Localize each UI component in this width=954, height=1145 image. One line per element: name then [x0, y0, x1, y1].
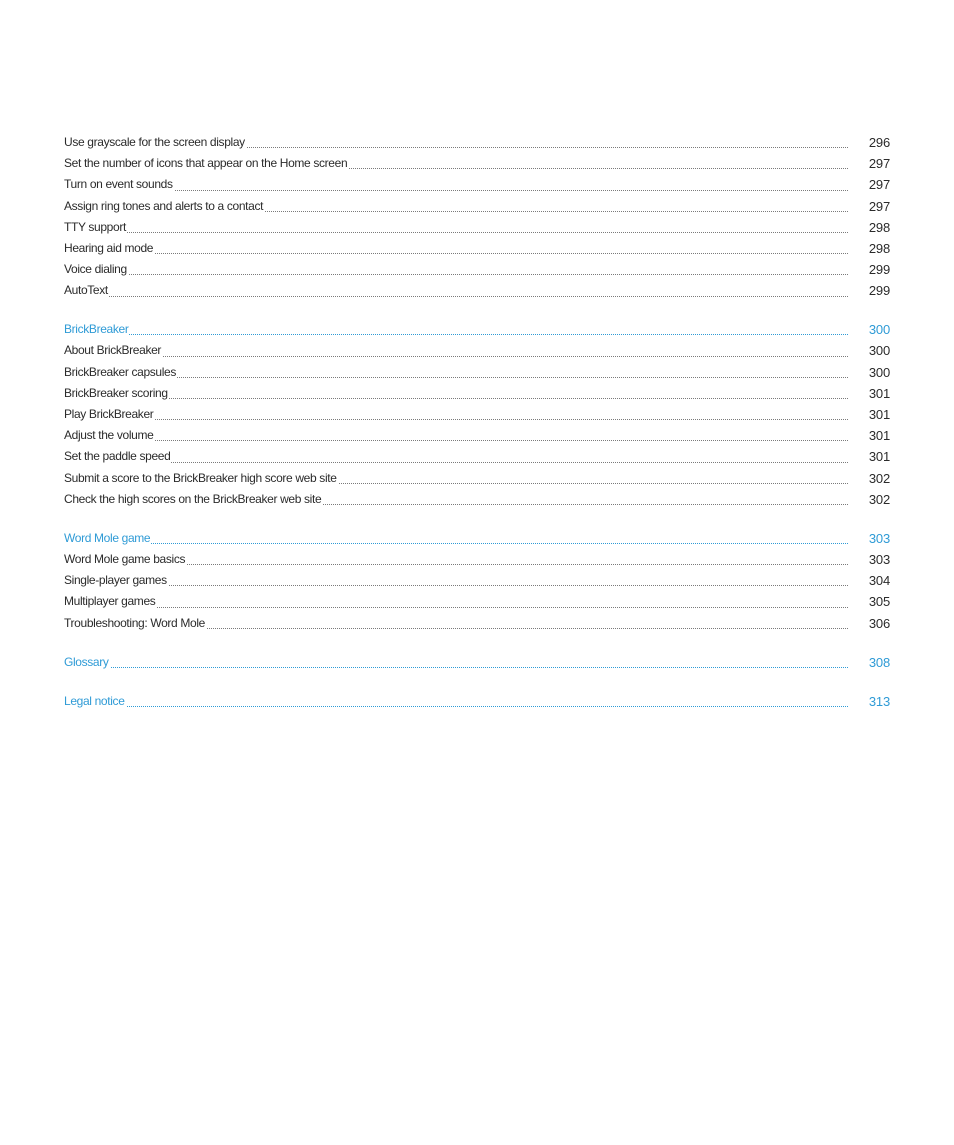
toc-entry-page-number[interactable]: 297 — [868, 198, 890, 214]
toc-entry-page-number[interactable]: 300 — [868, 322, 890, 338]
toc-entry[interactable] — [64, 425, 890, 446]
dot-leader — [64, 334, 848, 335]
toc-entry-title[interactable]: Submit a score to the BrickBreaker high score web site — [64, 470, 337, 485]
toc-entry-page-number[interactable]: 301 — [868, 385, 890, 401]
toc-entry-title[interactable]: TTY support — [64, 219, 126, 234]
toc-entry-title-container — [64, 238, 850, 259]
dot-leader — [64, 543, 848, 544]
toc-entry-title[interactable]: Check the high scores on the BrickBreaker web site — [64, 491, 322, 506]
toc-entry-title-container — [64, 691, 850, 712]
toc-entry-title[interactable]: Word Mole game — [64, 530, 151, 545]
toc-entry-title-container — [64, 280, 850, 301]
dot-leader — [64, 190, 848, 191]
toc-entry-title-container — [64, 153, 850, 174]
toc-entry-title-container — [64, 217, 850, 238]
toc-entry-page-number[interactable]: 300 — [868, 343, 890, 359]
dot-leader — [64, 356, 848, 357]
toc-entry-title[interactable]: Legal notice — [64, 693, 125, 708]
toc-entry-title-container — [64, 570, 850, 591]
toc-entry-page-number[interactable]: 296 — [868, 135, 890, 150]
toc-entry[interactable] — [64, 591, 890, 612]
toc-entry-title[interactable]: Hearing aid mode — [64, 240, 154, 255]
toc-entry-page-number[interactable]: 300 — [868, 364, 890, 380]
toc-entry-page-number[interactable]: 299 — [868, 283, 890, 299]
toc-entry-title[interactable]: Glossary — [64, 654, 109, 669]
toc-entry-page-number[interactable]: 299 — [868, 262, 890, 278]
toc-entry-title-container — [64, 196, 850, 217]
toc-entry[interactable] — [64, 132, 890, 153]
toc-entry-title-container — [64, 549, 850, 570]
toc-entry-title[interactable]: Adjust the volume — [64, 428, 154, 443]
toc-entry-title[interactable]: Play BrickBreaker — [64, 407, 154, 422]
toc-entry-title-container — [64, 259, 850, 280]
toc-entry-title[interactable]: Set the number of icons that appear on the Home screen — [64, 156, 348, 171]
toc-entry[interactable] — [64, 446, 890, 467]
toc-entry[interactable] — [64, 613, 890, 634]
toc-section-entry[interactable] — [64, 691, 890, 712]
toc-entry-title-container — [64, 425, 850, 446]
toc-entry-page-number[interactable]: 304 — [868, 573, 890, 589]
toc-entry[interactable] — [64, 280, 890, 301]
dot-leader — [64, 607, 848, 608]
toc-entry-title-container — [64, 528, 850, 549]
toc-entry-title[interactable]: Voice dialing — [64, 262, 127, 277]
toc-entry[interactable] — [64, 404, 890, 425]
toc-entry-title-container — [64, 319, 850, 340]
table-of-contents — [64, 132, 890, 712]
toc-entry-page-number[interactable]: 303 — [868, 530, 890, 546]
toc-entry-title-container — [64, 468, 850, 489]
toc-entry-title-container — [64, 652, 850, 673]
toc-entry-page-number[interactable]: 297 — [868, 177, 890, 193]
toc-entry[interactable] — [64, 570, 890, 591]
toc-entry-title[interactable]: Turn on event sounds — [64, 177, 173, 192]
dot-leader — [64, 296, 848, 297]
toc-entry-page-number[interactable]: 301 — [868, 449, 890, 465]
toc-entry-page-number[interactable]: 306 — [868, 615, 890, 631]
toc-section-entry[interactable] — [64, 652, 890, 673]
toc-entry[interactable] — [64, 259, 890, 280]
toc-entry-title[interactable]: Assign ring tones and alerts to a contact — [64, 198, 264, 213]
toc-entry-page-number[interactable]: 308 — [868, 654, 890, 670]
toc-entry-title-container — [64, 132, 850, 153]
toc-entry-page-number[interactable]: 297 — [868, 156, 890, 172]
dot-leader — [64, 462, 848, 463]
dot-leader — [64, 398, 848, 399]
dot-leader — [64, 377, 848, 378]
toc-entry-title[interactable]: BrickBreaker scoring — [64, 385, 168, 400]
toc-entry-title-container — [64, 591, 850, 612]
toc-entry-title[interactable]: Troubleshooting: Word Mole — [64, 615, 205, 630]
toc-entry-title[interactable]: Single-player games — [64, 573, 167, 588]
dot-leader — [64, 253, 848, 254]
toc-entry-title[interactable]: Use grayscale for the screen display — [64, 135, 245, 149]
toc-entry-title[interactable]: About BrickBreaker — [64, 343, 162, 358]
toc-entry-page-number[interactable]: 302 — [868, 470, 890, 486]
toc-entry-page-number[interactable]: 302 — [868, 491, 890, 507]
toc-entry-title[interactable]: Multiplayer games — [64, 594, 156, 609]
toc-entry[interactable] — [64, 468, 890, 489]
toc-entry-title[interactable]: Word Mole game basics — [64, 551, 186, 566]
dot-leader — [64, 706, 848, 707]
toc-entry-title-container — [64, 362, 850, 383]
toc-entry[interactable] — [64, 153, 890, 174]
dot-leader — [64, 585, 848, 586]
toc-entry[interactable] — [64, 383, 890, 404]
toc-entry-title[interactable]: Set the paddle speed — [64, 449, 171, 464]
toc-entry[interactable] — [64, 489, 890, 510]
toc-section-entry[interactable] — [64, 319, 890, 340]
toc-entry-page-number[interactable]: 301 — [868, 407, 890, 423]
toc-entry[interactable] — [64, 196, 890, 217]
toc-entry-page-number[interactable]: 301 — [868, 428, 890, 444]
toc-entry-title[interactable]: BrickBreaker capsules — [64, 364, 177, 379]
toc-entry[interactable] — [64, 238, 890, 259]
toc-entry-title-container — [64, 489, 850, 510]
toc-entry-title-container — [64, 383, 850, 404]
toc-entry-title[interactable]: AutoText — [64, 283, 108, 298]
dot-leader — [64, 419, 848, 420]
toc-entry[interactable] — [64, 217, 890, 238]
toc-entry-page-number[interactable]: 305 — [868, 594, 890, 610]
dot-leader — [64, 274, 848, 275]
toc-entry[interactable] — [64, 340, 890, 361]
toc-entry[interactable] — [64, 549, 890, 570]
toc-entry-title-container — [64, 340, 850, 361]
toc-entry-title[interactable]: BrickBreaker — [64, 322, 129, 337]
toc-entry-title-container — [64, 613, 850, 634]
dot-leader — [64, 232, 848, 233]
toc-entry-title-container — [64, 404, 850, 425]
toc-entry[interactable] — [64, 174, 890, 195]
toc-entry-page-number[interactable]: 303 — [868, 551, 890, 567]
toc-entry-page-number[interactable]: 298 — [868, 219, 890, 235]
toc-entry-title-container — [64, 174, 850, 195]
toc-entry-page-number[interactable]: 298 — [868, 240, 890, 256]
toc-entry-title-container — [64, 446, 850, 467]
dot-leader — [64, 667, 848, 668]
toc-entry[interactable] — [64, 362, 890, 383]
toc-section-entry[interactable] — [64, 528, 890, 549]
dot-leader — [64, 440, 848, 441]
toc-entry-page-number[interactable]: 313 — [868, 693, 890, 709]
